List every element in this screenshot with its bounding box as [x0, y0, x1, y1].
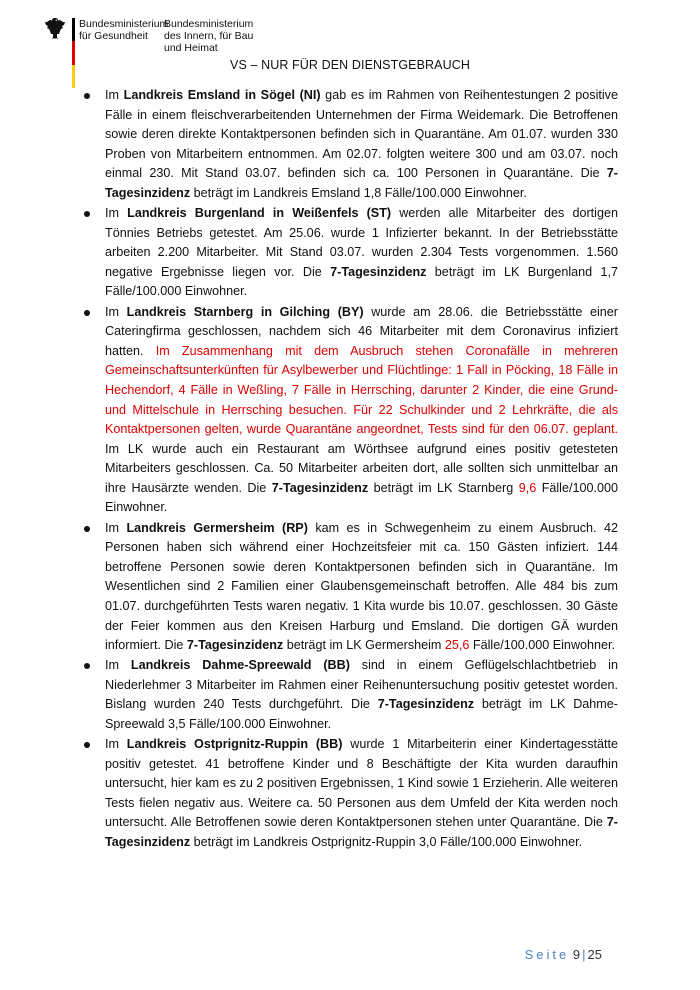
flag-black	[72, 18, 75, 41]
ministry-interior-line1: Bundesministerium	[164, 18, 254, 30]
incidence-label: 7-Tagesinzidenz	[377, 697, 475, 712]
outbreak-list	[82, 86, 618, 853]
district-name: Landkreis Starnberg in Gilching (BY)	[126, 304, 364, 319]
page-number	[525, 947, 602, 962]
federal-eagle-icon	[44, 16, 66, 40]
ministry-interior-line2: des Innern, für Bau	[164, 30, 254, 42]
document-body	[82, 86, 618, 853]
ministry-health-line1: Bundesministerium	[79, 18, 169, 30]
page-label: Seite	[524, 947, 570, 962]
total-pages: 25	[587, 947, 602, 962]
highlighted-update: Im Zusammenhang mit dem Ausbruch stehen Coronafälle in mehreren Gemeinschaftsunterkünften für Asylbewerber und Flüchtlinge: 1 Fall in Pöcking, 18 Fälle in Hechendorf, 4 Fälle in Weßling, 7 Fälle in Herrsching, darunter 2 Kinder, die eine Grund- und Mittelschule in Herrsching besuchen. Für 22 Schulkinder und 2 Lehrkräfte, die als Kontaktpersonen gelten, wurde Quarantäne angeordnet, Tests sind für den 06.07. geplant.	[105, 343, 619, 437]
incidence-label: 7-Tagesinzidenz	[186, 638, 284, 653]
district-name: Landkreis Emsland in Sögel (NI)	[123, 88, 321, 102]
list-item-emsland: Im Landkreis Emsland in Sögel (NI) gab es im Rahmen von Reihentestungen 2 positive Fälle in einem fleischverarbeitenden Unternehmen der Firma Weidemark. Die Betroffenen sowie deren direkte Kontaktpersonen befinden sich in Quarantäne. Am 01.07. wurden 330 Proben von Mitarbeitern entnommen. Am 02.07. folgten weitere 300 und am 03.07. noch einmal 230. Mit Stand 03.07. befinden sich ca. 100 Personen in Quarantäne. Die 7-Tagesinzidenz beträgt im Landkreis Emsland 1,8 Fälle/100.000 Einwohner.	[82, 86, 618, 204]
list-item-ostprignitz-ruppin: Im Landkreis Ostprignitz-Ruppin (BB) wurde 1 Mitarbeiterin einer Kindertagesstätte positiv getestet. 41 betroffene Kinder und 8 Beschäftigte der Kita wurden daraufhin untersucht, hier kam es zu 2 positiven Ergebnissen, 1 Kind sowie 1 Erzieherin. Alle weiteren Tests fielen negativ aus. Weitere ca. 50 Personen aus dem Umfeld der Kita werden noch untersucht. Alle Betroffenen sowie deren Kontaktpersonen stehen unter Quarantäne. Die 7-Tagesinzidenz beträgt im Landkreis Ostprignitz-Ruppin 3,0 Fälle/100.000 Einwohner.	[82, 735, 618, 853]
current-page: 9	[572, 947, 581, 962]
ministry-health-name	[79, 18, 169, 42]
german-flag-stripe	[72, 18, 75, 88]
district-name: Landkreis Ostprignitz-Ruppin (BB)	[126, 737, 343, 752]
ministry-interior-name	[164, 18, 274, 54]
incidence-label: 7-Tagesinzidenz	[271, 480, 369, 495]
list-item-dahme-spreewald: Im Landkreis Dahme-Spreewald (BB) sind in einem Geflügelschlachtbetrieb in Niederlehmer 3 Mitarbeiter im Rahmen einer Reihenuntersuchung positiv getestet worden. Bislang wurden 240 Tests durchgeführt. Die 7-Tagesinzidenz beträgt im LK Dahme-Spreewald 3,5 Fälle/100.000 Einwohner.	[82, 656, 618, 734]
district-name: Landkreis Dahme-Spreewald (BB)	[130, 658, 350, 673]
incidence-label: 7-Tagesinzidenz	[330, 264, 427, 279]
classification-marking: VS – NUR FÜR DEN DIENSTGEBRAUCH	[230, 58, 470, 72]
district-name: Landkreis Burgenland in Weißenfels (ST)	[127, 206, 392, 221]
list-item-germersheim: Im Landkreis Germersheim (RP) kam es in Schwegenheim zu einem Ausbruch. 42 Personen haben sich während einer Hochzeitsfeier mit ca. 150 Gästen infiziert. 144 betroffene Personen sowie deren Kontaktpersonen befinden sich in Quarantäne. Im Wesentlichen sind 2 Familien einer Glaubensgemeinschaft betroffen. Alle 484 bis zum 01.07. durchgeführten Tests waren negativ. 1 Kita wurde bis 10.07. geschlossen. 30 Gäste der Feier kommen aus den Kreisen Harburg und Emsland. Die dortigen GÄ wurden informiert. Die 7-Tagesinzidenz beträgt im LK Germersheim 25,6 Fälle/100.000 Einwohner.	[82, 519, 618, 656]
ministry-health-line2: für Gesundheit	[79, 30, 148, 42]
incidence-label: 7-Tagesinzidenz	[105, 815, 618, 850]
list-item-burgenland: Im Landkreis Burgenland in Weißenfels (ST) werden alle Mitarbeiter des dortigen Tönnies Betriebs getestet. Am 25.06. wurde 1 Infizierter bekannt. In der Betriebsstätte arbeiten 2.200 Mitarbeiter. Mit Stand 03.07. wurden 2.304 Tests vorgenommen. 1.560 negative Ergebnisse liegen vor. Die 7-Tagesinzidenz beträgt im LK Burgenland 1,7 Fälle/100.000 Einwohner.	[82, 204, 618, 302]
page-separator: |	[582, 947, 586, 962]
highlighted-incidence-value: 25,6	[444, 638, 470, 653]
incidence-label: 7-Tagesinzidenz	[105, 166, 618, 200]
ministry-interior-line3: und Heimat	[164, 42, 218, 54]
district-name: Landkreis Germersheim (RP)	[126, 520, 308, 535]
list-item-starnberg: Im Landkreis Starnberg in Gilching (BY) wurde am 28.06. die Betriebsstätte einer Cateringfirma geschlossen, nachdem sich 46 Mitarbeiter mit dem Coronavirus infiziert hatten. Im Zusammenhang mit dem Ausbruch stehen Coronafälle in mehreren Gemeinschaftsunterkünften für Asylbewerber und Flüchtlinge: 1 Fall in Pöcking, 18 Fälle in Hechendorf, 4 Fälle in Weßling, 7 Fälle in Herrsching, darunter 2 Kinder, die eine Grund- und Mittelschule in Herrsching besuchen. Für 22 Schulkinder und 2 Lehrkräfte, die als Kontaktpersonen gelten, wurde Quarantäne angeordnet, Tests sind für den 06.07. geplant. Im LK wurde auch ein Restaurant am Wörthsee aufgrund eines positiv getesteten Mitarbeiters geschlossen. Ca. 50 Mitarbeiter arbeiten dort, alle sollten sich unmittelbar an ihre Hausärzte wenden. Die 7-Tagesinzidenz beträgt im LK Starnberg 9,6 Fälle/100.000 Einwohner.	[82, 303, 618, 519]
highlighted-incidence-value: 9,6	[518, 480, 537, 495]
